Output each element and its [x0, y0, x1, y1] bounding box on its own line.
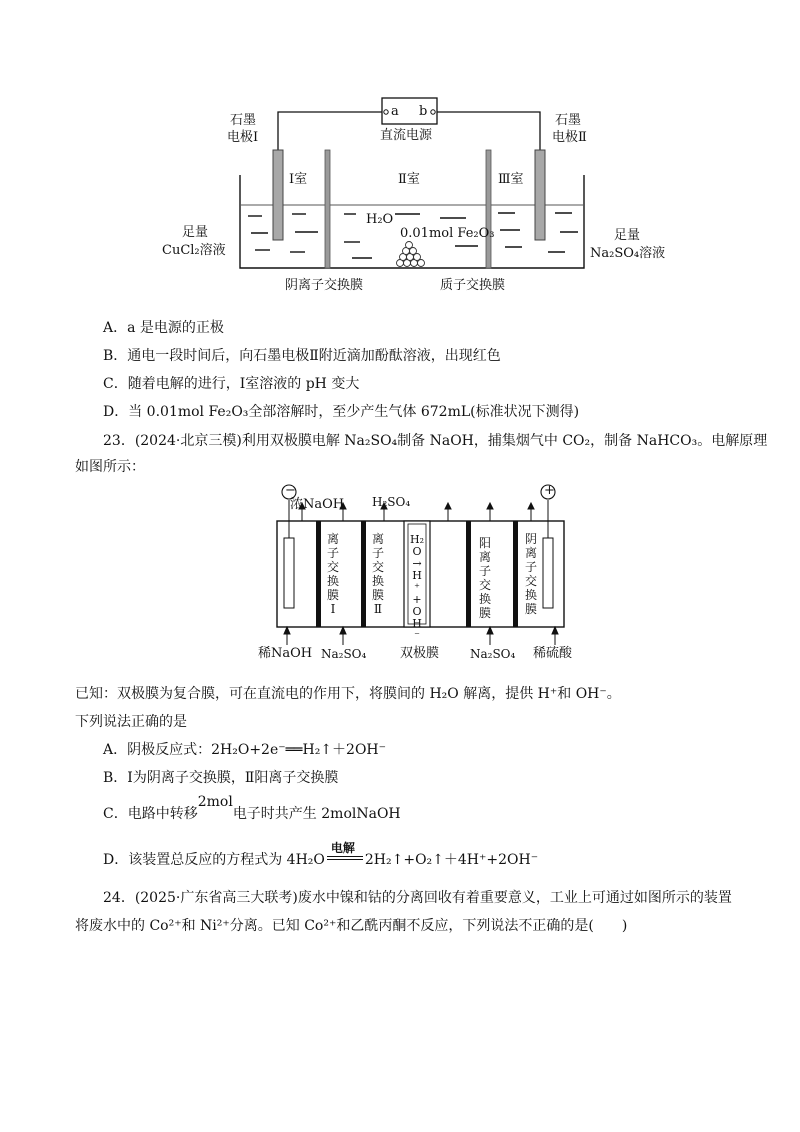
- q23-stem-line2: 如图所示：: [75, 459, 145, 475]
- electrode-2-label: 石墨: [555, 113, 582, 128]
- ion-exchange-membrane-1-label: 离子交换膜Ⅰ: [326, 532, 339, 616]
- q22-option-a: A．a 是电源的正极: [103, 320, 224, 336]
- q23-option-c-text-end: 电子时共产生 2molNaOH: [232, 806, 401, 822]
- figure-1-drawing: [0, 0, 800, 300]
- concentrated-naoh-label: 浓NaOH: [290, 497, 345, 512]
- q24-stem: 24．(2025·广东省高三大联考)废水中镍和钴的分离回收有着重要意义，工业上可通过如图所示的装置: [103, 890, 732, 906]
- proton-exchange-membrane-label: 质子交换膜: [440, 278, 506, 293]
- anion-exchange-membrane-label: 阴离子交换膜: [285, 278, 364, 293]
- q23-option-c-text: C．电路中转移: [103, 806, 198, 822]
- power-source-label: 直流电源: [380, 128, 433, 143]
- electrolysis-condition: [325, 841, 365, 870]
- q22-option-c: C．随着电解的进行，Ⅰ室溶液的 pH 变大: [103, 376, 360, 392]
- electrode-1-label: 石墨: [230, 113, 257, 128]
- electrode-1-label: 电极Ⅰ: [227, 130, 259, 145]
- right-solution-label: 足量: [614, 228, 641, 243]
- q23-option-b: B．Ⅰ为阴离子交换膜，Ⅱ阳离子交换膜: [103, 770, 339, 786]
- q23-known-condition: 已知：双极膜为复合膜，可在直流电的作用下，将膜间的 H₂O 解离，提供 H⁺和 OH⁻。: [75, 686, 621, 702]
- q22-option-d: D．当 0.01mol Fe₂O₃全部溶解时，至少产生气体 672mL(标准状况下测得): [103, 404, 580, 420]
- sulfuric-acid-top-label: H₂SO₄: [372, 495, 411, 509]
- power-terminal-b: b: [419, 104, 428, 119]
- q23-question: 下列说法正确的是: [75, 714, 187, 730]
- q24-stem-line2: 将废水中的 Co²⁺和 Ni²⁺分离。已知 Co²⁺和乙酰丙酮不反应，下列说法不正确的是( ): [75, 918, 628, 934]
- q23-option-d-products: 2H₂↑+O₂↑＋4H⁺+2OH⁻: [364, 852, 539, 868]
- q23-option-d: [103, 841, 539, 870]
- anode-plus-sign: +: [544, 483, 555, 498]
- fe2o3-label: 0.01mol Fe₂O₃: [400, 226, 495, 241]
- left-solution-label: CuCl₂溶液: [162, 243, 226, 258]
- chamber-3-label: Ⅲ室: [498, 172, 524, 187]
- q22-option-b: B．通电一段时间后，向石墨电极Ⅱ附近滴加酚酞溶液，出现红色: [103, 348, 501, 364]
- electrolysis-condition-label: 电解: [330, 841, 355, 855]
- right-solution-label: Na₂SO₄溶液: [590, 246, 666, 261]
- dilute-sulfuric-acid-label: 稀硫酸: [533, 646, 573, 661]
- bipolar-membrane-label: 双极膜: [400, 646, 440, 661]
- cation-exchange-membrane-label: 阳离子交换膜: [478, 536, 491, 620]
- dilute-naoh-label: 稀NaOH: [258, 646, 313, 661]
- power-terminal-a: a: [391, 104, 399, 119]
- left-solution-label: 足量: [182, 225, 209, 240]
- water-label: H₂O: [366, 212, 394, 227]
- q23-option-d-text: D．该装置总反应的方程式为 4H₂O: [103, 852, 325, 868]
- chamber-2-label: Ⅱ室: [398, 172, 420, 187]
- equals-bar: [327, 856, 363, 860]
- electrolysis-figure-2: [0, 478, 800, 668]
- electrode-2-label: 电极Ⅱ: [552, 130, 587, 145]
- sodium-sulfate-inlet-1-label: Na₂SO₄: [321, 647, 367, 661]
- sodium-sulfate-inlet-2-label: Na₂SO₄: [470, 647, 516, 661]
- q23-option-a: A．阴极反应式：2H₂O+2e⁻══H₂↑＋2OH⁻: [103, 742, 387, 758]
- electrolysis-figure-1: [0, 0, 800, 300]
- chamber-1-label: Ⅰ室: [289, 172, 308, 187]
- bipolar-membrane-equation: H₂O→H⁺+OH⁻: [410, 533, 425, 642]
- ion-exchange-membrane-2-label: 离子交换膜Ⅱ: [371, 532, 384, 616]
- q23-option-c: [103, 794, 401, 824]
- cathode-minus-sign: −: [285, 483, 296, 498]
- q23-option-c-amount: 2mol: [197, 794, 233, 810]
- q23-stem: 23．(2024·北京三模)利用双极膜电解 Na₂SO₄制备 NaOH，捕集烟气中 CO₂，制备 NaHCO₃。电解原理: [103, 433, 768, 449]
- anion-exchange-membrane-label: 阴离子交换膜: [524, 532, 537, 616]
